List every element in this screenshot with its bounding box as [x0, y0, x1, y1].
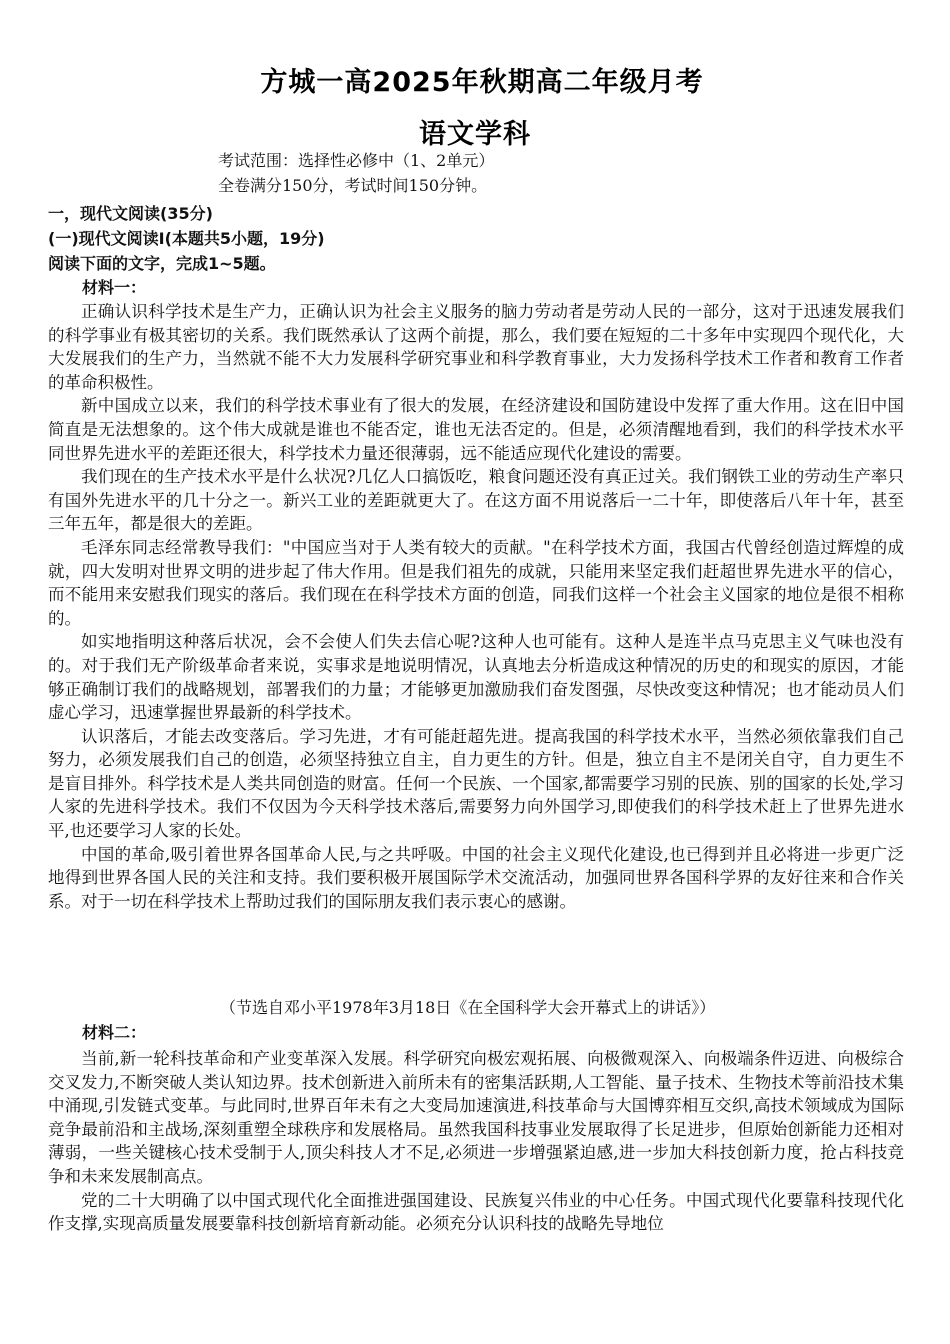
- exam-title: 方城一高2025年秋期高二年级月考: [260, 67, 704, 98]
- reading-instruction: 阅读下面的文字，完成1~5题。: [48, 254, 276, 273]
- paragraph: 中国的革命,吸引着世界各国革命人民,与之共呼吸。中国的社会主义现代化建设,也已得到并且必将进一步更广泛地得到世界各国人民的关注和支持。我们要积极开展国际学术交流活动，加强同世界各国科学界的友好往来和合作关系。对于一切在科学技术上帮助过我们的国际朋友我们表示衷心的感谢。: [48, 844, 904, 911]
- score-time: 全卷满分150分，考试时间150分钟。: [218, 176, 488, 195]
- paragraph: 党的二十大明确了以中国式现代化全面推进强国建设、民族复兴伟业的中心任务。中国式现代化要靠科技现代化作支撑,实现高质量发展要靠科技创新培育新动能。必须充分认识科技的战略先导地位: [48, 1190, 904, 1234]
- material-two-label: 材料二：: [82, 1023, 147, 1042]
- paragraph: 毛泽东同志经常教导我们："中国应当对于人类有较大的贡献。"在科学技术方面，我国古代曾经创造过辉煌的成就，四大发明对世界文明的进步起了伟大作用。但是我们祖先的成就，只能用来坚定我们赶超世界先进水平的信心，而不能用来安慰我们现实的落后。我们现在在科学技术方面的创造，同我们这样一个社会主义国家的地位是很不相称的。: [48, 537, 904, 628]
- subject-title: 语文学科: [419, 119, 531, 150]
- paragraph: 当前,新一轮科技革命和产业变革深入发展。科学研究向极宏观拓展、向极微观深入、向极端条件迈进、向极综合交叉发力,不断突破人类认知边界。技术创新进入前所未有的密集活跃期,人工智能、量子技术、生物技术等前沿技术集中涌现,引发链式变革。与此同时,世界百年未有之大变局加速演进,科技革命与大国博弈相互交织,高技术领域成为国际竞争最前沿和主战场,深刻重塑全球秩序和发展格局。虽然我国科技事业发展取得了长足进步，但原始创新能力还相对薄弱，一些关键核心技术受制于人,顶尖科技人才不足,必须进一步增强紧迫感,进一步加大科技创新力度，抢占科技竞争和未来发展制高点。: [48, 1049, 904, 1186]
- source-citation: （节选自邓小平1978年3月18日《在全国科学大会开幕式上的讲话》）: [220, 998, 716, 1017]
- paragraph: 正确认识科学技术是生产力，正确认识为社会主义服务的脑力劳动者是劳动人民的一部分，这对于迅速发展我们的科学事业有极其密切的关系。我们既然承认了这两个前提，那么，我们要在短短的二十多年中实现四个现代化，大大发展我们的生产力，当然就不能不大力发展科学研究事业和科学教育事业，大力发扬科学技术工作者和教育工作者的革命积极性。: [48, 302, 904, 392]
- paragraph: 新中国成立以来，我们的科学技术事业有了很大的发展，在经济建设和国防建设中发挥了重大作用。这在旧中国简直是无法想象的。这个伟大成就是谁也不能否定，谁也无法否定的。但是，必须清醒地看到，我们的科学技术水平同世界先进水平的差距还很大，科学技术力量还很薄弱，远不能适应现代化建设的需要。: [48, 396, 904, 463]
- paragraph: 认识落后，才能去改变落后。学习先进，才有可能赶超先进。提高我国的科学技术水平，当然必须依靠我们自己努力，必须发展我们自己的创造，必须坚持独立自主，自力更生的方针。但是，独立自主不是闭关自守，自力更生不是盲目排外。科学技术是人类共同创造的财富。任何一个民族、一个国家,都需要学习别的民族、别的国家的长处,学习人家的先进科学技术。我们不仅因为今天科学技术落后,需要努力向外国学习,即使我们的科学技术赶上了世界先进水平,也还要学习人家的长处。: [48, 726, 904, 841]
- exam-scope: 考试范围：选择性必修中（1、2单元）: [218, 151, 495, 170]
- material-two-body: [48, 1047, 904, 1236]
- section-heading: 一，现代文阅读(35分): [48, 204, 213, 223]
- paragraph: 如实地指明这种落后状况，会不会使人们失去信心呢?这种人也可能有。这种人是连半点马克思主义气味也没有的。对于我们无产阶级革命者来说，实事求是地说明情况，认真地去分析造成这种情况的历史的和现实的原因，才能够正确制订我们的战略规划，部署我们的力量；才能够更加激励我们奋发图强，尽快改变这种情况；也才能动员人们虚心学习，迅速掌握世界最新的科学技术。: [48, 632, 904, 723]
- material-one-body: [48, 300, 904, 913]
- material-one-label: 材料一：: [82, 278, 147, 297]
- paragraph: 我们现在的生产技术水平是什么状况?几亿人口搞饭吃，粮食问题还没有真正过关。我们钢铁工业的劳动生产率只有国外先进水平的几十分之一。新兴工业的差距就更大了。在这方面不用说落后一二十年，即使落后八年十年，甚至三年五年，都是很大的差距。: [48, 467, 904, 534]
- subsection-heading: (一)现代文阅读I(本题共5小题，19分): [48, 229, 325, 248]
